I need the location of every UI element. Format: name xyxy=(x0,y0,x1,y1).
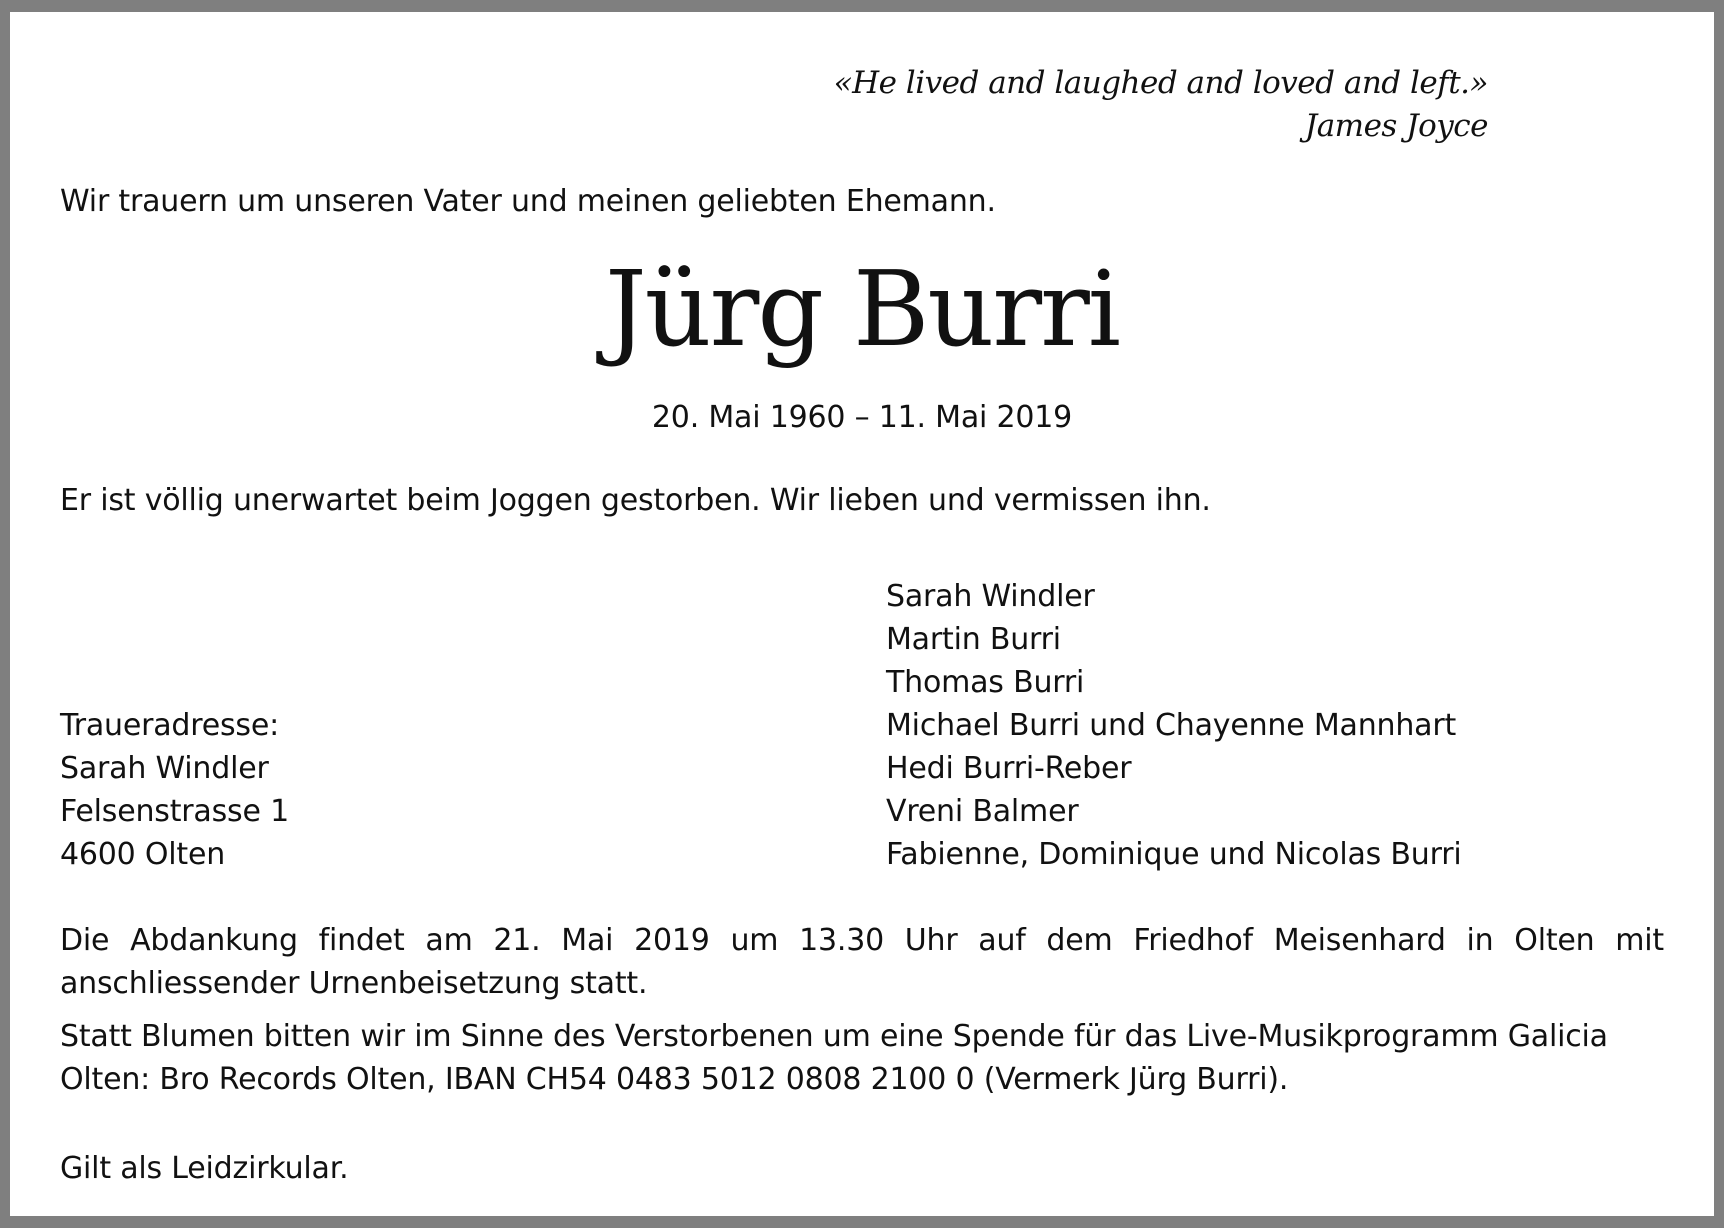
intro-line: Wir trauern um unseren Vater und meinen geliebten Ehemann. xyxy=(60,184,996,219)
donation-request: Statt Blumen bitten wir im Sinne des Verstorbenen um eine Spende für das Live-Musikprogramm Galicia Olten: Bro Records Olten, IBAN CH54 0483 5012 0808 2100 0 (Vermerk Jürg Burri). xyxy=(60,1019,1608,1097)
mourner-name: Michael Burri und Chayenne Mannhart xyxy=(886,708,1457,743)
mourner-name: Hedi Burri-Reber xyxy=(886,751,1132,786)
address-line: Felsenstrasse 1 xyxy=(60,794,289,829)
address-label: Traueradresse: xyxy=(60,708,280,743)
address-line: 4600 Olten xyxy=(60,837,226,872)
obituary-card xyxy=(10,12,1714,1216)
closing-note: Gilt als Leidzirkular. xyxy=(60,1151,349,1186)
mourner-name: Martin Burri xyxy=(886,622,1061,657)
mourner-name: Fabienne, Dominique und Nicolas Burri xyxy=(886,837,1462,872)
mourner-name: Sarah Windler xyxy=(886,579,1095,614)
death-notice: Er ist völlig unerwartet beim Joggen gestorben. Wir lieben und vermissen ihn. xyxy=(60,483,1211,518)
epigraph-author: James Joyce xyxy=(1304,108,1488,144)
life-dates: 20. Mai 1960 – 11. Mai 2019 xyxy=(651,400,1073,435)
address-line: Sarah Windler xyxy=(60,751,269,786)
mourning-address xyxy=(60,704,289,876)
mourners-list xyxy=(886,575,1461,876)
epigraph-quote: «He lived and laughed and loved and left.» xyxy=(833,65,1488,101)
epigraph xyxy=(834,62,1488,148)
mourner-name: Vreni Balmer xyxy=(886,794,1079,829)
mourner-name: Thomas Burri xyxy=(886,665,1085,700)
deceased-name: Jürg Burri xyxy=(604,248,1120,370)
ceremony-details: Die Abdankung findet am 21. Mai 2019 um 13.30 Uhr auf dem Friedhof Meisenhard in Olten mit anschliessender Urnenbeisetzung statt. xyxy=(60,923,1664,1001)
